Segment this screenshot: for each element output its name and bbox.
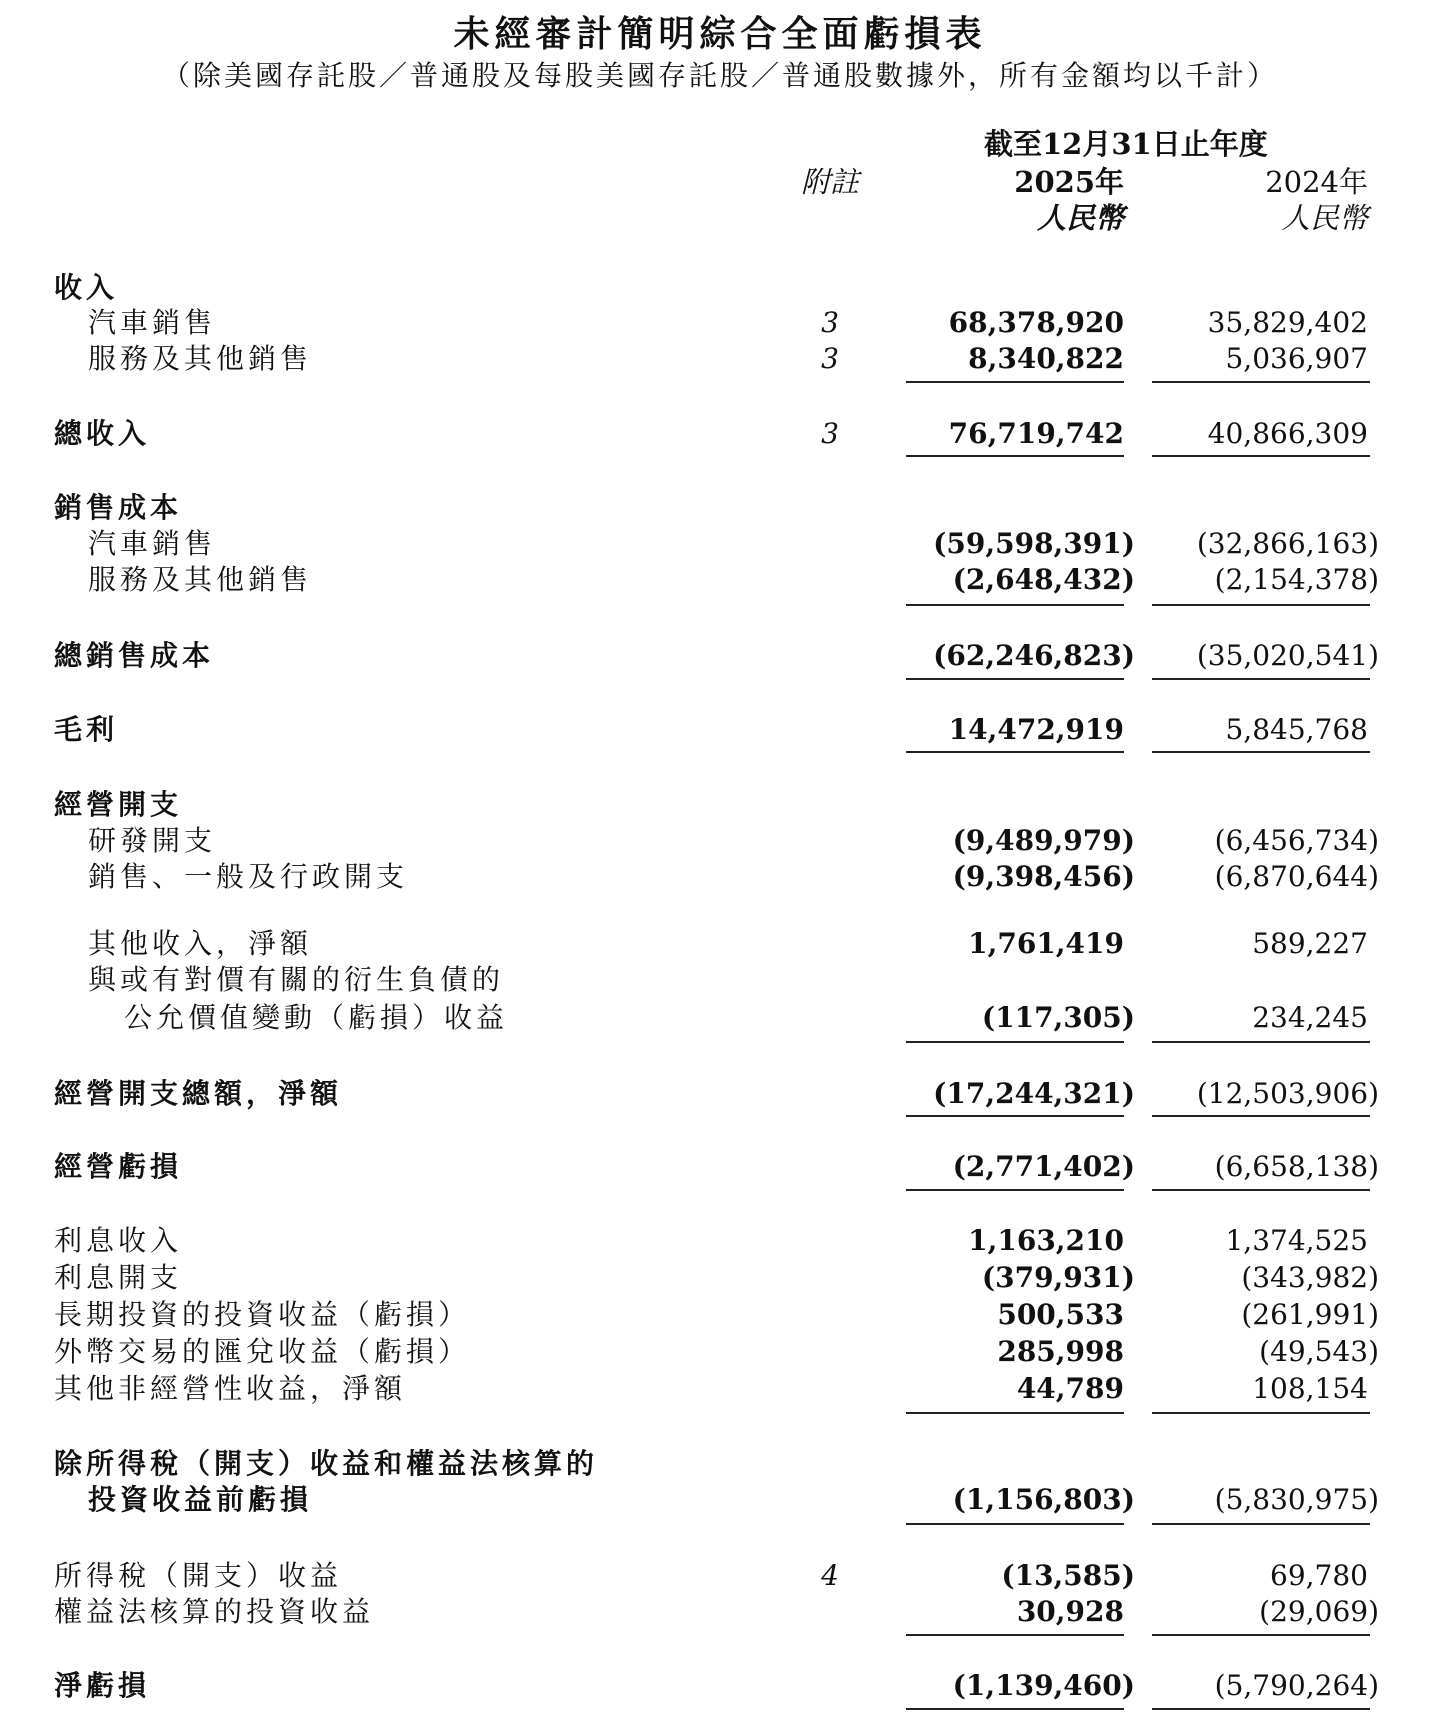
value-2024: (49,543) <box>1259 1335 1379 1368</box>
row-label: 與或有對價有關的衍生負債的 <box>88 963 505 996</box>
rule-line <box>1152 381 1370 383</box>
rule-line <box>906 751 1124 753</box>
value-2025: 14,472,919 <box>948 713 1124 746</box>
statement-subtitle: （除美國存託股／普通股及每股美國存託股／普通股數據外，所有金額均以千計） <box>161 59 1278 92</box>
value-2024: 589,227 <box>1252 927 1368 960</box>
rule-line <box>1152 1115 1370 1117</box>
value-2024: 1,374,525 <box>1225 1224 1368 1257</box>
table-row <box>0 1334 1440 1370</box>
table-row <box>0 526 1440 562</box>
value-2025: (2,648,432) <box>952 563 1135 596</box>
currency-2025-header: 人民幣 <box>1036 201 1124 235</box>
value-2025: (2,771,402) <box>952 1150 1135 1183</box>
value-2024: 108,154 <box>1252 1372 1368 1405</box>
table-row <box>0 1558 1440 1594</box>
table-row <box>0 1446 1440 1482</box>
rule-line <box>906 678 1124 680</box>
value-2025: 1,761,419 <box>968 927 1124 960</box>
row-label: 利息開支 <box>54 1261 183 1294</box>
value-2025: (17,244,321) <box>933 1077 1135 1110</box>
table-row <box>0 1594 1440 1630</box>
row-label: 所得稅（開支）收益 <box>54 1559 343 1592</box>
rule-line <box>1152 1189 1370 1191</box>
value-2025: (117,305) <box>981 1001 1135 1034</box>
row-label: 經營虧損 <box>54 1150 183 1183</box>
value-2024: 234,245 <box>1252 1001 1368 1034</box>
table-row-total-opex <box>0 1076 1440 1112</box>
table-row <box>0 926 1440 962</box>
value-2025: (9,398,456) <box>952 860 1135 893</box>
rule-line <box>1152 1523 1370 1525</box>
table-row <box>0 1000 1440 1036</box>
row-label: 汽車銷售 <box>88 306 217 339</box>
value-2024: (343,982) <box>1241 1261 1379 1294</box>
row-label: 投資收益前虧損 <box>88 1483 313 1516</box>
rule-line <box>1152 1634 1370 1636</box>
table-row <box>0 305 1440 341</box>
rule-line <box>906 1041 1124 1043</box>
row-label: 外幣交易的匯兌收益（虧損） <box>54 1335 471 1368</box>
value-2024: (2,154,378) <box>1214 563 1379 596</box>
row-label: 利息收入 <box>54 1224 183 1257</box>
table-row <box>0 341 1440 377</box>
period-header: 截至12月31日止年度 <box>984 127 1268 161</box>
rule-line <box>1152 751 1370 753</box>
value-2025: (1,156,803) <box>952 1483 1135 1516</box>
value-2025: 8,340,822 <box>968 342 1124 375</box>
table-row-pretax-loss <box>0 1482 1440 1518</box>
rule-line <box>906 1708 1124 1710</box>
value-2025: 76,719,742 <box>948 417 1124 450</box>
rule-line <box>1152 1412 1370 1414</box>
year-2024-header: 2024年 <box>1265 165 1368 199</box>
row-label: 經營開支總額，淨額 <box>54 1077 343 1110</box>
value-2024: (261,991) <box>1241 1298 1379 1331</box>
row-note: 4 <box>821 1559 839 1592</box>
value-2024: 69,780 <box>1270 1559 1368 1592</box>
table-row-total-cost <box>0 638 1440 674</box>
value-2025: 68,378,920 <box>948 306 1124 339</box>
value-2024: (6,456,734) <box>1214 824 1379 857</box>
row-label: 收入 <box>54 271 119 304</box>
table-row <box>0 1371 1440 1407</box>
value-2025: 30,928 <box>1016 1595 1124 1628</box>
value-2025: 285,998 <box>997 1335 1124 1368</box>
rule-line <box>1152 1041 1370 1043</box>
value-2024: (6,870,644) <box>1214 860 1379 893</box>
value-2024: 5,845,768 <box>1225 713 1368 746</box>
value-2024: 5,036,907 <box>1225 342 1368 375</box>
rule-line <box>1152 678 1370 680</box>
rule-line <box>1152 604 1370 606</box>
value-2024: (35,020,541) <box>1196 639 1379 672</box>
value-2024: (6,658,138) <box>1214 1150 1379 1183</box>
value-2025: 1,163,210 <box>968 1224 1124 1257</box>
note-column-header: 附註 <box>800 165 859 199</box>
row-label: 公允價值變動（虧損）收益 <box>124 1001 509 1034</box>
table-row <box>0 823 1440 859</box>
row-label: 銷售成本 <box>54 491 183 524</box>
section-cost-of-sales <box>0 490 1440 526</box>
row-label: 毛利 <box>54 713 119 746</box>
row-label: 其他非經營性收益，淨額 <box>54 1372 407 1405</box>
value-2024: (12,503,906) <box>1196 1077 1379 1110</box>
value-2025: (59,598,391) <box>933 527 1135 560</box>
value-2024: (5,830,975) <box>1214 1483 1379 1516</box>
row-label: 總銷售成本 <box>54 639 215 672</box>
row-label: 其他收入，淨額 <box>88 927 313 960</box>
year-2025-header: 2025年 <box>1014 165 1124 199</box>
table-row <box>0 859 1440 895</box>
row-label: 除所得稅（開支）收益和權益法核算的 <box>54 1447 599 1480</box>
row-label: 服務及其他銷售 <box>88 342 313 375</box>
row-note: 3 <box>821 306 839 339</box>
table-row-total-revenue <box>0 416 1440 452</box>
value-2024: (5,790,264) <box>1214 1669 1379 1702</box>
value-2025: (9,489,979) <box>952 824 1135 857</box>
row-label: 汽車銷售 <box>88 527 217 560</box>
row-note: 3 <box>821 417 839 450</box>
rule-line <box>1152 455 1370 457</box>
table-row <box>0 1260 1440 1296</box>
rule-line <box>906 1189 1124 1191</box>
value-2024: 35,829,402 <box>1207 306 1368 339</box>
value-2024: (29,069) <box>1259 1595 1379 1628</box>
row-note: 3 <box>821 342 839 375</box>
row-label: 服務及其他銷售 <box>88 563 313 596</box>
value-2024: 40,866,309 <box>1207 417 1368 450</box>
table-row-operating-loss <box>0 1149 1440 1185</box>
value-2024: (32,866,163) <box>1196 527 1379 560</box>
value-2025: 500,533 <box>997 1298 1124 1331</box>
rule-line <box>906 1115 1124 1117</box>
value-2025: (379,931) <box>981 1261 1135 1294</box>
row-label: 銷售、一般及行政開支 <box>88 860 409 893</box>
statement-title: 未經審計簡明綜合全面虧損表 <box>453 13 987 55</box>
value-2025: (13,585) <box>1001 1559 1135 1592</box>
rule-line <box>906 381 1124 383</box>
row-label: 淨虧損 <box>54 1669 151 1702</box>
table-row-net-loss <box>0 1668 1440 1704</box>
row-label: 長期投資的投資收益（虧損） <box>54 1298 471 1331</box>
rule-line <box>906 1634 1124 1636</box>
value-2025: (1,139,460) <box>952 1669 1135 1702</box>
rule-line <box>906 604 1124 606</box>
row-label: 總收入 <box>54 417 151 450</box>
value-2025: 44,789 <box>1016 1372 1124 1405</box>
rule-line <box>1152 1708 1370 1710</box>
row-label: 權益法核算的投資收益 <box>54 1595 375 1628</box>
rule-line <box>906 455 1124 457</box>
table-row-gross-profit <box>0 712 1440 748</box>
table-row <box>0 562 1440 598</box>
row-label: 研發開支 <box>88 824 217 857</box>
table-row <box>0 962 1440 998</box>
table-row <box>0 1297 1440 1333</box>
section-operating-expenses <box>0 787 1440 823</box>
rule-line <box>906 1412 1124 1414</box>
currency-2024-header: 人民幣 <box>1280 201 1368 235</box>
value-2025: (62,246,823) <box>933 639 1135 672</box>
table-row <box>0 1223 1440 1259</box>
section-revenue <box>0 270 1440 306</box>
row-label: 經營開支 <box>54 788 183 821</box>
rule-line <box>906 1523 1124 1525</box>
